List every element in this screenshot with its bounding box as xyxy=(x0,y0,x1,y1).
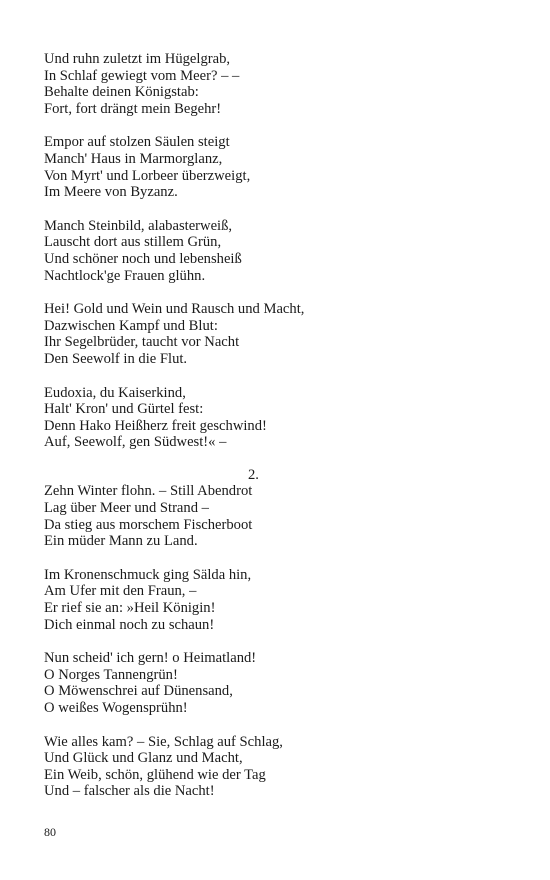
poem-line: Und Glück und Glanz und Macht, xyxy=(44,750,243,767)
poem-line: Und schöner noch und lebensheiß xyxy=(44,250,242,267)
poem-line: In Schlaf gewiegt vom Meer? – – xyxy=(44,67,240,84)
stanza xyxy=(44,51,504,117)
poem-line: Am Ufer mit den Fraun, – xyxy=(44,583,197,600)
poem-line: Denn Hako Heißherz freit geschwind! xyxy=(44,417,267,434)
poem-line: Manch' Haus in Marmorglanz, xyxy=(44,150,223,167)
poem-line: Und ruhn zuletzt im Hügelgrab, xyxy=(44,51,231,67)
poem-line: Auf, Seewolf, gen Südwest!« – xyxy=(44,434,227,451)
poem-line: Lag über Meer und Strand – xyxy=(44,500,209,517)
stanza xyxy=(44,483,504,549)
poem-line: Er rief sie an: »Heil Königin! xyxy=(44,600,216,617)
page-number: 80 xyxy=(44,825,56,839)
poem-line: Da stieg aus morschem Fischerboot xyxy=(44,516,253,533)
poem-line: Dich einmal noch zu schaun! xyxy=(44,616,215,633)
poem-line: Von Myrt' und Lorbeer überzweigt, xyxy=(44,167,251,184)
poem-line: Den Seewolf in die Flut. xyxy=(44,350,188,367)
poem-line: Eudoxia, du Kaiserkind, xyxy=(44,384,186,401)
poem-line: Ihr Segelbrüder, taucht vor Nacht xyxy=(44,334,240,351)
stanza xyxy=(44,301,504,367)
stanza xyxy=(44,385,504,451)
poem-line: Im Meere von Byzanz. xyxy=(44,184,178,201)
stanza xyxy=(44,734,504,800)
poem-line: Zehn Winter flohn. – Still Abendrot xyxy=(44,483,253,500)
poem-line: Lauscht dort aus stillem Grün, xyxy=(44,234,222,251)
poem-line: Halt' Kron' und Gürtel fest: xyxy=(44,401,204,418)
poem-line: Manch Steinbild, alabasterweiß, xyxy=(44,217,233,234)
poem-line: Fort, fort drängt mein Begehr! xyxy=(44,100,222,117)
poem-line: O weißes Wogensprühn! xyxy=(44,700,188,716)
poem-line: Ein müder Mann zu Land. xyxy=(44,533,198,550)
stanza xyxy=(44,218,504,284)
poem-line: Und – falscher als die Nacht! xyxy=(44,783,215,800)
poem-line: Nun scheid' ich gern! o Heimatland! xyxy=(44,650,257,667)
poem-line: Dazwischen Kampf und Blut: xyxy=(44,317,218,334)
poem-line: O Norges Tannengrün! xyxy=(44,666,178,683)
poem-line: Behalte deinen Königstab: xyxy=(44,84,199,101)
poem-text xyxy=(44,51,504,800)
stanza xyxy=(44,650,504,716)
poem-line: Nachtlock'ge Frauen glühn. xyxy=(44,267,206,284)
stanza xyxy=(44,567,504,633)
stanza xyxy=(44,134,504,200)
poem-line: Im Kronenschmuck ging Sälda hin, xyxy=(44,566,252,583)
poem-line: O Möwenschrei auf Dünensand, xyxy=(44,683,233,700)
poem-line: Empor auf stolzen Säulen steigt xyxy=(44,134,230,151)
poem-line: Ein Weib, schön, glühend wie der Tag xyxy=(44,766,266,783)
poem-line: Hei! Gold und Wein und Rausch und Macht, xyxy=(44,301,305,318)
section-number: 2. xyxy=(248,466,259,483)
poem-line: Wie alles kam? – Sie, Schlag auf Schlag, xyxy=(44,733,283,750)
